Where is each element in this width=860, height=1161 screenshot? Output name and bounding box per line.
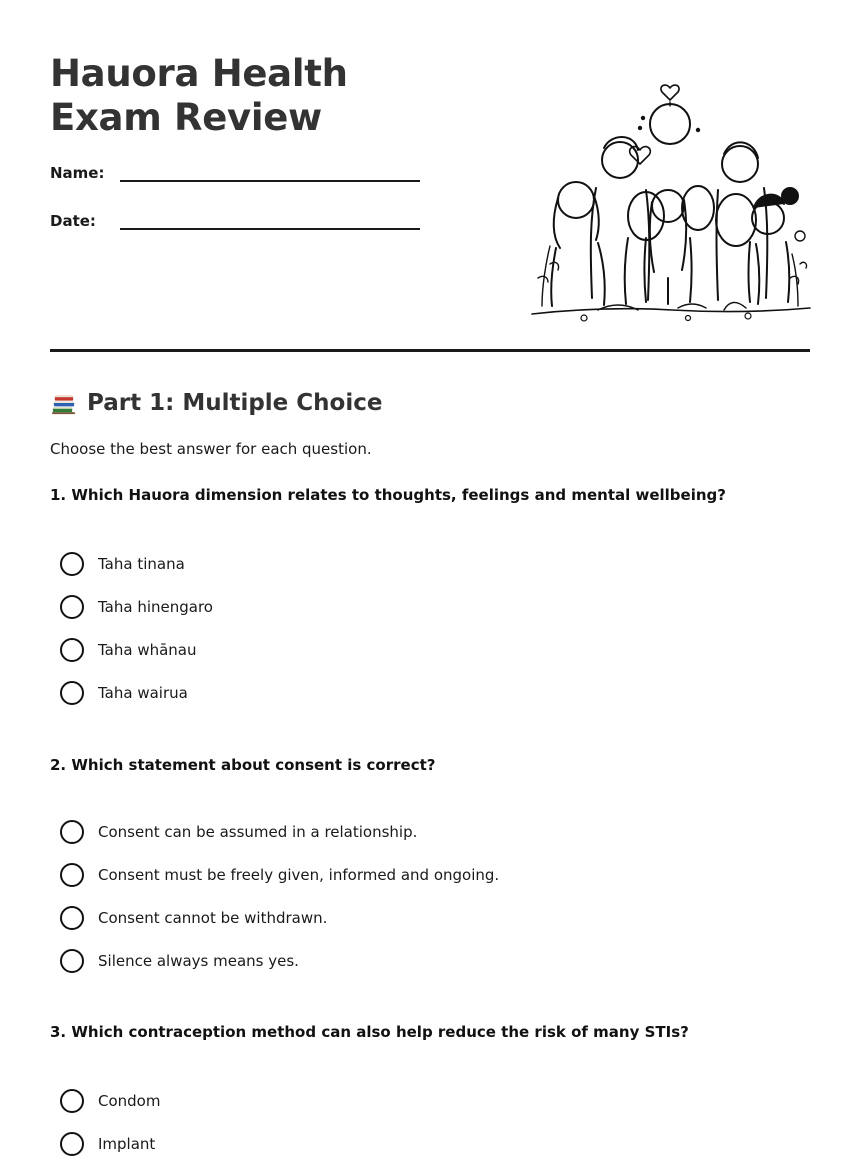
name-field [50,164,420,182]
option-label: Consent can be assumed in a relationship. [98,823,418,841]
date-field [50,212,420,230]
q1-option-3[interactable] [60,638,197,662]
section-heading [50,389,382,416]
q1-option-4[interactable] [60,681,188,705]
radio-button[interactable] [60,949,84,973]
option-label: Silence always means yes. [98,952,299,970]
option-label: Implant [98,1135,156,1153]
question-2: 2. Which statement about consent is correct? [50,756,436,774]
date-input-line[interactable] [120,214,420,230]
option-label: Taha whānau [98,641,197,659]
q2-option-4[interactable] [60,949,299,973]
radio-button[interactable] [60,681,84,705]
name-input-line[interactable] [120,166,420,182]
radio-button[interactable] [60,820,84,844]
worksheet-header [50,52,810,342]
radio-button[interactable] [60,1089,84,1113]
q3-option-2[interactable] [60,1132,155,1156]
whanau-group-illustration [528,78,813,326]
radio-button[interactable] [60,1132,84,1156]
option-label: Taha tinana [98,555,185,573]
section-title: Part 1: Multiple Choice [87,389,383,416]
date-label: Date: [50,212,96,230]
option-label: Consent must be freely given, informed and ongoing. [98,866,500,884]
option-label: Condom [98,1092,161,1110]
question-3: 3. Which contraception method can also help reduce the risk of many STIs? [50,1023,689,1041]
instructions: Choose the best answer for each question. [50,440,372,458]
q1-option-1[interactable] [60,552,185,576]
q1-option-2[interactable] [60,595,213,619]
radio-button[interactable] [60,595,84,619]
q2-option-3[interactable] [60,906,327,930]
question-1: 1. Which Hauora dimension relates to thoughts, feelings and mental wellbeing? [50,486,726,504]
option-label: Taha hinengaro [98,598,213,616]
header-divider [50,349,810,352]
radio-button[interactable] [60,638,84,662]
q2-option-1[interactable] [60,820,417,844]
q3-option-1[interactable] [60,1089,160,1113]
radio-button[interactable] [60,552,84,576]
books-icon [50,389,77,416]
radio-button[interactable] [60,906,84,930]
option-label: Consent cannot be withdrawn. [98,909,328,927]
radio-button[interactable] [60,863,84,887]
option-label: Taha wairua [98,684,188,702]
name-label: Name: [50,164,105,182]
q2-option-2[interactable] [60,863,499,887]
page-title: Hauora Health Exam Review [50,52,348,139]
